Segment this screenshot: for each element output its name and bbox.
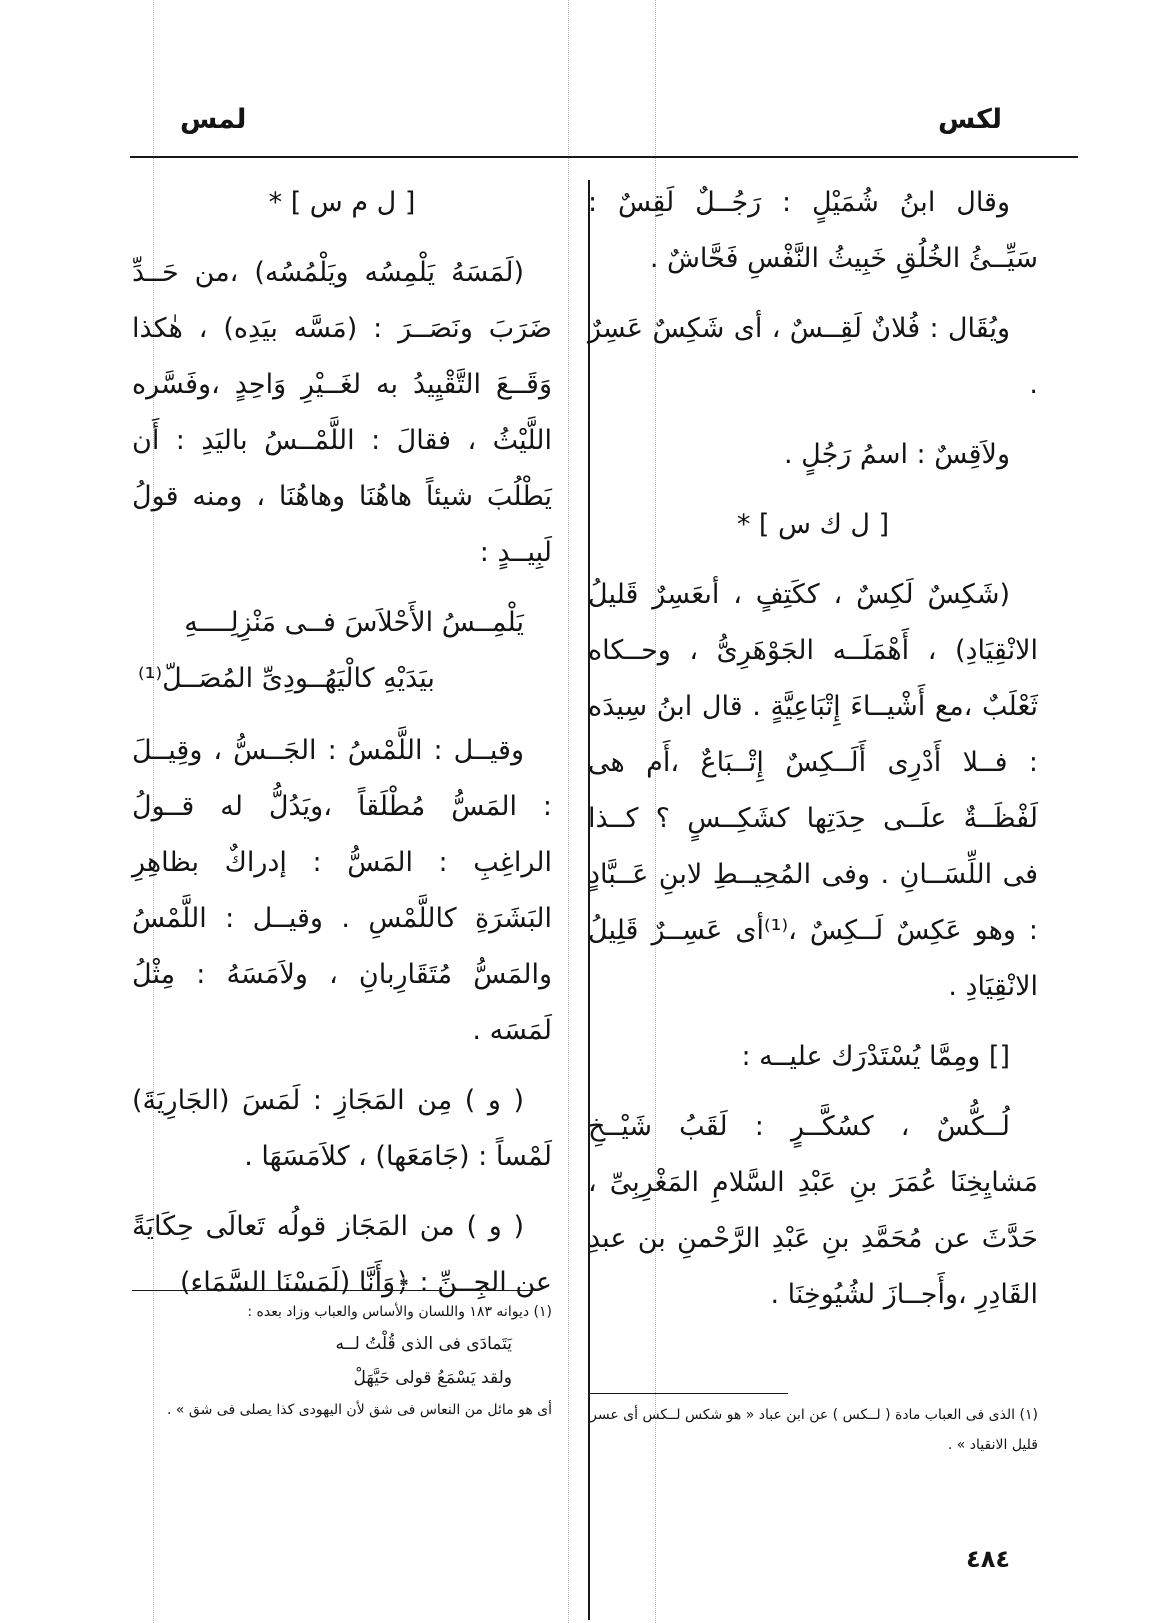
verse-hemistich: يَلْمِــسُ الأَحْلاَسَ فــى مَنْزِلِــــهِ bbox=[184, 607, 524, 638]
paragraph: ولاَقِسٌ : اسمُ رَجُلٍ . bbox=[783, 439, 1010, 470]
paragraph: وقيــل : اللَّمْسُ : الجَــسُّ ، وقِيــلَ : المَسُّ مُطْلَقاً ،ويَدُلُّ له قــولُ الراغِبِ : المَسُّ : إدراكٌ بظاهِرِ البَشَرَةِ كاللَّمْسِ . وقيــل : اللَّمْسُ والمَسُّ مُتَقَارِبانِ ، ولاَمَسَهُ : مِثْلُ لَمَسَه . bbox=[132, 735, 552, 1046]
footnote-note: أى هو مائل من النعاس فى شق لأن اليهودى كذا يصلى فى شق » . bbox=[167, 1402, 552, 1418]
paragraph: وقال ابنُ شُمَيْلٍ : رَجُــلٌ لَقِسٌ : سَيِّــئُ الخُلُقِ خَبِيثُ النَّفْسِ فَحَّاشٌ . bbox=[588, 187, 1038, 274]
fold-line bbox=[568, 0, 569, 1623]
footnote-rule bbox=[588, 1393, 788, 1394]
poem-line: يَتَمادَى فى الذى قُلْتُ لــه bbox=[335, 1334, 512, 1354]
paragraph: ويُقَال : فُلانٌ لَقِــسٌ ، أى شَكِسٌ عَسِرٌ . bbox=[588, 313, 1038, 400]
running-head-left: لمس bbox=[180, 104, 247, 135]
footnotes-right bbox=[588, 1393, 1038, 1460]
verse-hemistich: بيَدَيْهِ كالْيَهُــودِىِّ المُصَــلّ⁽¹⁾ bbox=[138, 663, 435, 694]
entry-heading: [ ل م س ] * bbox=[268, 187, 416, 218]
left-column bbox=[132, 175, 552, 1325]
footnote: (١) ديوانه ١٨٣ واللسان والأساس والعباب وزاد بعده : bbox=[247, 1304, 552, 1320]
paragraph: ( و ) من المَجَاز قولُه تَعالَى حِكَايَةً عن الجِــنِّ : ﴿وَأَنَّا (لَمَسْنَا السَّمَاء) bbox=[132, 1211, 552, 1298]
footnote-poem bbox=[132, 1327, 552, 1395]
right-column bbox=[588, 175, 1038, 1337]
paragraph: لُــكُّسٌ ، كسُكَّــرٍ : لَقَبُ شَيْــخِ مَشايِخِنَا عُمَرَ بنِ عَبْدِ السَّلامِ المَغْرِبِىِّ ، حَدَّثَ عن مُحَمَّدِ بنِ عَبْدِ الرَّحْمنِ بن عبدِ القَادِرِ ،وأَجــازَ لشُيُوخِنَا . bbox=[588, 1111, 1038, 1310]
entry-heading: [ ل ك س ] * bbox=[736, 509, 890, 540]
running-head-right: لكس bbox=[937, 104, 1002, 135]
paragraph: (شَكِسٌ لَكِسٌ ، ككَتِفٍ ، أىعَسِرٌ قَليلُ الانْقِيَادِ) ، أَهْمَلَــه الجَوْهَرِىُّ ، وحــكاه ثَعْلَبٌ ،مع أَشْيــاءَ إِتْبَاعِيَّةٍ . قال ابنُ سِيدَه : فــلا أَدْرِى أَلَــكِسٌ إِتْــبَاعٌ ،أَم هى لَفْظَــةٌ علَــى حِدَتِها كشَكِــسٍ ؟ كــذا فى اللِّسَــانِ . وفى المُحِيــطِ لابنِ عَــبَّادٍ : وهو عَكِسٌ لَــكِسٌ ،⁽¹⁾أى عَسِــرٌ قَلِيلُ الانْقِيَادِ . bbox=[588, 579, 1038, 1002]
paragraph: [] ومِمَّا يُسْتَدْرَك عليــه : bbox=[741, 1041, 1010, 1072]
paragraph: (لَمَسَهُ يَلْمِسُه ويَلْمُسُه) ،من حَــدِّ ضَرَبَ ونَصَــرَ : (مَسَّه بيَدِه) ، هٰكذا وَقَــعَ التَّقْيِيدُ به لغَــيْرِ وَاحِدٍ ،وفَسَّره اللَّيْثُ ، فقالَ : اللَّمْــسُ باليَدِ : أَن يَطْلُبَ شيئاً هاهُنَا وهاهُنَا ، ومنه قولُ لَبِيــدٍ : bbox=[132, 257, 552, 568]
poem-line: ولقد يَسْمَعُ قولى حَيَّهَلْ bbox=[353, 1368, 512, 1388]
verse bbox=[132, 595, 552, 707]
footnote-rule bbox=[132, 1290, 532, 1291]
paragraph: ( و ) مِن المَجَازِ : لَمَسَ (الجَارِيَةَ) لَمْساً : (جَامَعَها) ، كلاَمَسَهَا . bbox=[132, 1085, 552, 1172]
footnote: (١) الذى فى العباب مادة ( لــكس ) عن ابن عباد « هو شكس لــكس أى عسر قليل الانقياد » . bbox=[590, 1407, 1038, 1453]
header-rule bbox=[130, 156, 1078, 158]
page-number: ٤٨٤ bbox=[966, 1545, 1010, 1573]
footnotes-left bbox=[132, 1290, 552, 1425]
